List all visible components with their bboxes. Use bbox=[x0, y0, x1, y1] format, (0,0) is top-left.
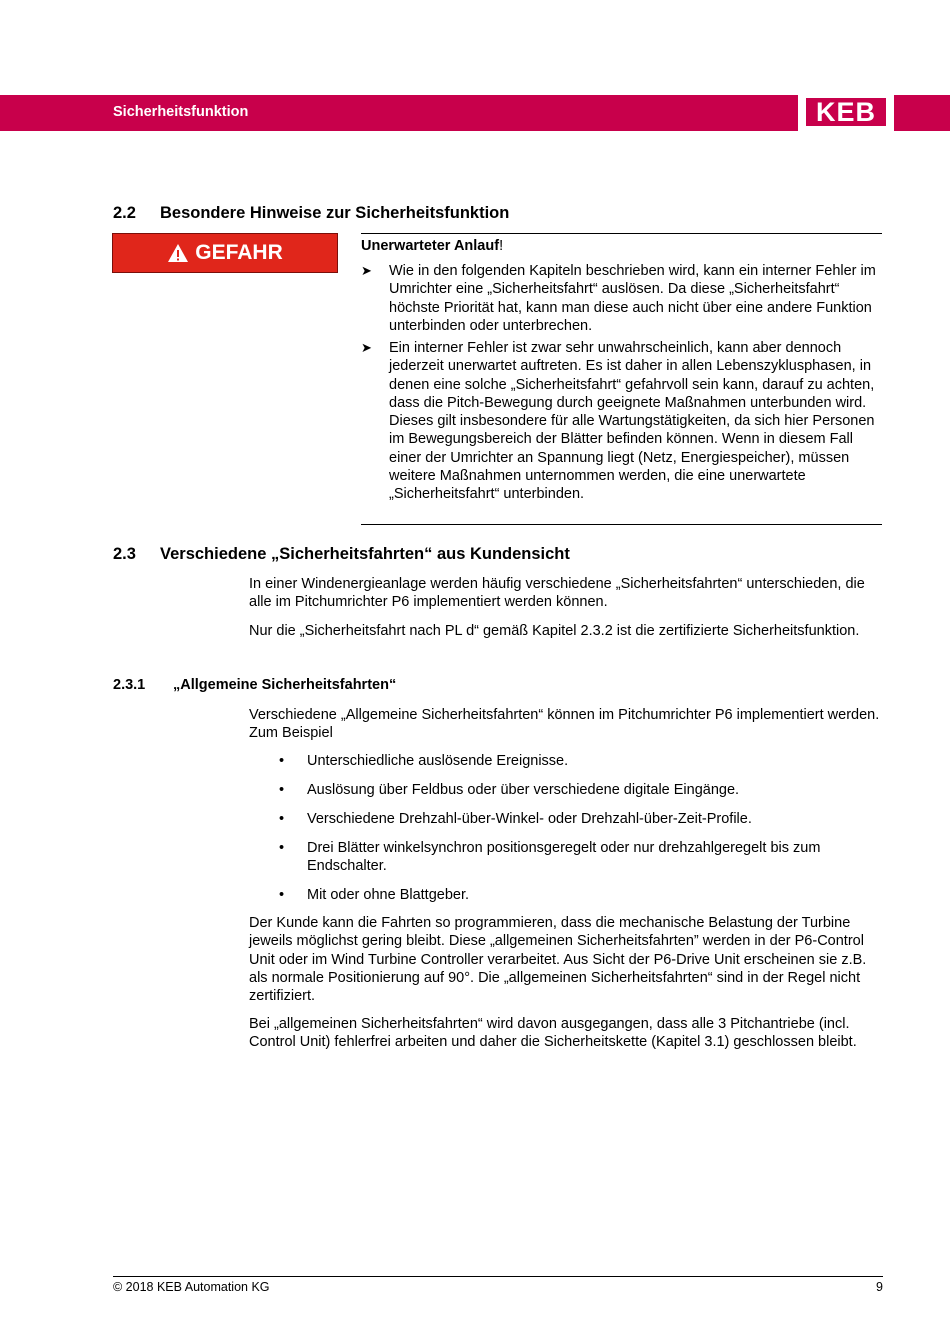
header-bar bbox=[0, 95, 950, 131]
section-title: „Allgemeine Sicherheitsfahrten“ bbox=[173, 677, 397, 693]
paragraph: Bei „allgemeinen Sicherheitsfahrten“ wird davon ausgegangen, dass alle 3 Pitchantriebe (incl. Control Unit) fehlerfrei arbeiten und daher die Sicherheitskette (Kapitel 3.1) geschlossen bleibt. bbox=[249, 1016, 857, 1051]
danger-item-text: Ein interner Fehler ist zwar sehr unwahrscheinlich, kann aber dennoch jederzeit unerwartet auftreten. Es ist daher in allen Lebenszyklusphasen, in denen eine solche „Sicherheitsfahrt“ gefahrvoll sein kann, darauf zu achten, dass die Pitch-Bewegung durch geeignete Maßnahmen unterbunden wird. Dieses gilt insbesondere für alle Wartungstätigkeiten, da sich hier Personen im Bewegungsbereich der Blätter befinden können. Wenn in diesem Fall einer der Umrichter an Spannung liegt (Netz, Energiespeicher), müssen weitere Maßnahmen unternommen werden, die eine unerwartete „Sicherheitsfahrt“ unterbinden. bbox=[389, 340, 875, 503]
section-title: Verschiedene „Sicherheitsfahrten“ aus Kundensicht bbox=[160, 545, 570, 563]
list-item bbox=[279, 810, 883, 828]
list-item-text: Unterschiedliche auslösende Ereignisse. bbox=[307, 753, 569, 769]
list-item bbox=[279, 752, 883, 770]
list-item bbox=[279, 886, 883, 904]
paragraph: Der Kunde kann die Fahrten so programmieren, dass die mechanische Belastung der Turbine jeweils möglichst gering bleibt. Diese „allgemeinen Sicherheitsfahrten” werden in der P6-Control Unit oder im Wind Turbine Controller verarbeitet. Aus Sicht der P6-Drive Unit erscheinen sie z.B. als normale Positionierung auf 90°. Die „allgemeinen Sicherheitsfahrten“ sind in der Regel nicht zertifiziert. bbox=[249, 915, 867, 1005]
section-number: 2.3.1 bbox=[113, 677, 146, 693]
section-2-3-heading bbox=[113, 545, 570, 564]
section-2-3-1-heading bbox=[113, 677, 396, 693]
danger-item bbox=[361, 262, 882, 335]
warning-icon bbox=[167, 243, 189, 263]
danger-item-text: Wie in den folgenden Kapiteln beschrieben wird, kann ein interner Fehler im Umrichter eine „Sicherheitsfahrt“ auslösen. Da diese „Sicherheitsfahrt“ höchste Priorität hat, kann man diese auch nicht über eine andere Funktion unterbinden oder unterbrechen. bbox=[389, 263, 876, 334]
danger-panel bbox=[361, 233, 882, 525]
section-title: Besondere Hinweise zur Sicherheitsfunktion bbox=[160, 204, 510, 222]
danger-heading bbox=[361, 238, 503, 254]
bullet-dot-icon: • bbox=[279, 782, 285, 798]
keb-logo bbox=[798, 95, 894, 131]
footer-copyright: © 2018 KEB Automation KG bbox=[113, 1280, 270, 1294]
footer-divider bbox=[113, 1276, 883, 1277]
list-item-text: Drei Blätter winkelsynchron positionsgeregelt oder nur drehzahlgeregelt bis zum Endschalter. bbox=[307, 840, 821, 875]
list-item bbox=[279, 839, 883, 876]
paragraph: Verschiedene „Allgemeine Sicherheitsfahrten“ können im Pitchumrichter P6 implementiert werden. Zum Beispiel bbox=[249, 707, 880, 742]
bullet-dot-icon: • bbox=[279, 753, 285, 769]
header-title: Sicherheitsfunktion bbox=[113, 104, 249, 120]
section-2-2-heading bbox=[113, 204, 509, 223]
section-number: 2.3 bbox=[113, 545, 136, 563]
danger-badge bbox=[112, 233, 338, 273]
danger-label: GEFAHR bbox=[195, 241, 283, 264]
paragraph: In einer Windenergieanlage werden häufig verschiedene „Sicherheitsfahrten“ unterschieden, die alle im Pitchumrichter P6 implementiert werden können. bbox=[249, 576, 865, 611]
arrow-bullet-icon: ➤ bbox=[361, 340, 372, 355]
arrow-bullet-icon: ➤ bbox=[361, 263, 372, 278]
bullet-dot-icon: • bbox=[279, 840, 285, 856]
danger-item bbox=[361, 339, 882, 504]
bullet-dot-icon: • bbox=[279, 811, 285, 827]
list-item-text: Mit oder ohne Blattgeber. bbox=[307, 887, 470, 903]
section-number: 2.2 bbox=[113, 204, 136, 222]
list-item bbox=[279, 781, 883, 799]
paragraph: Nur die „Sicherheitsfahrt nach PL d“ gemäß Kapitel 2.3.2 ist die zertifizierte Sicherheitsfunktion. bbox=[249, 623, 860, 639]
list-item-text: Auslösung über Feldbus oder über verschiedene digitale Eingänge. bbox=[307, 782, 740, 798]
page-number: 9 bbox=[876, 1280, 883, 1294]
bullet-dot-icon: • bbox=[279, 887, 285, 903]
danger-heading-suffix: ! bbox=[499, 238, 504, 254]
keb-logo-text: KEB bbox=[806, 98, 886, 126]
danger-heading-text: Unerwarteter Anlauf bbox=[361, 238, 500, 254]
list-item-text: Verschiedene Drehzahl-über-Winkel- oder Drehzahl-über-Zeit-Profile. bbox=[307, 811, 752, 827]
